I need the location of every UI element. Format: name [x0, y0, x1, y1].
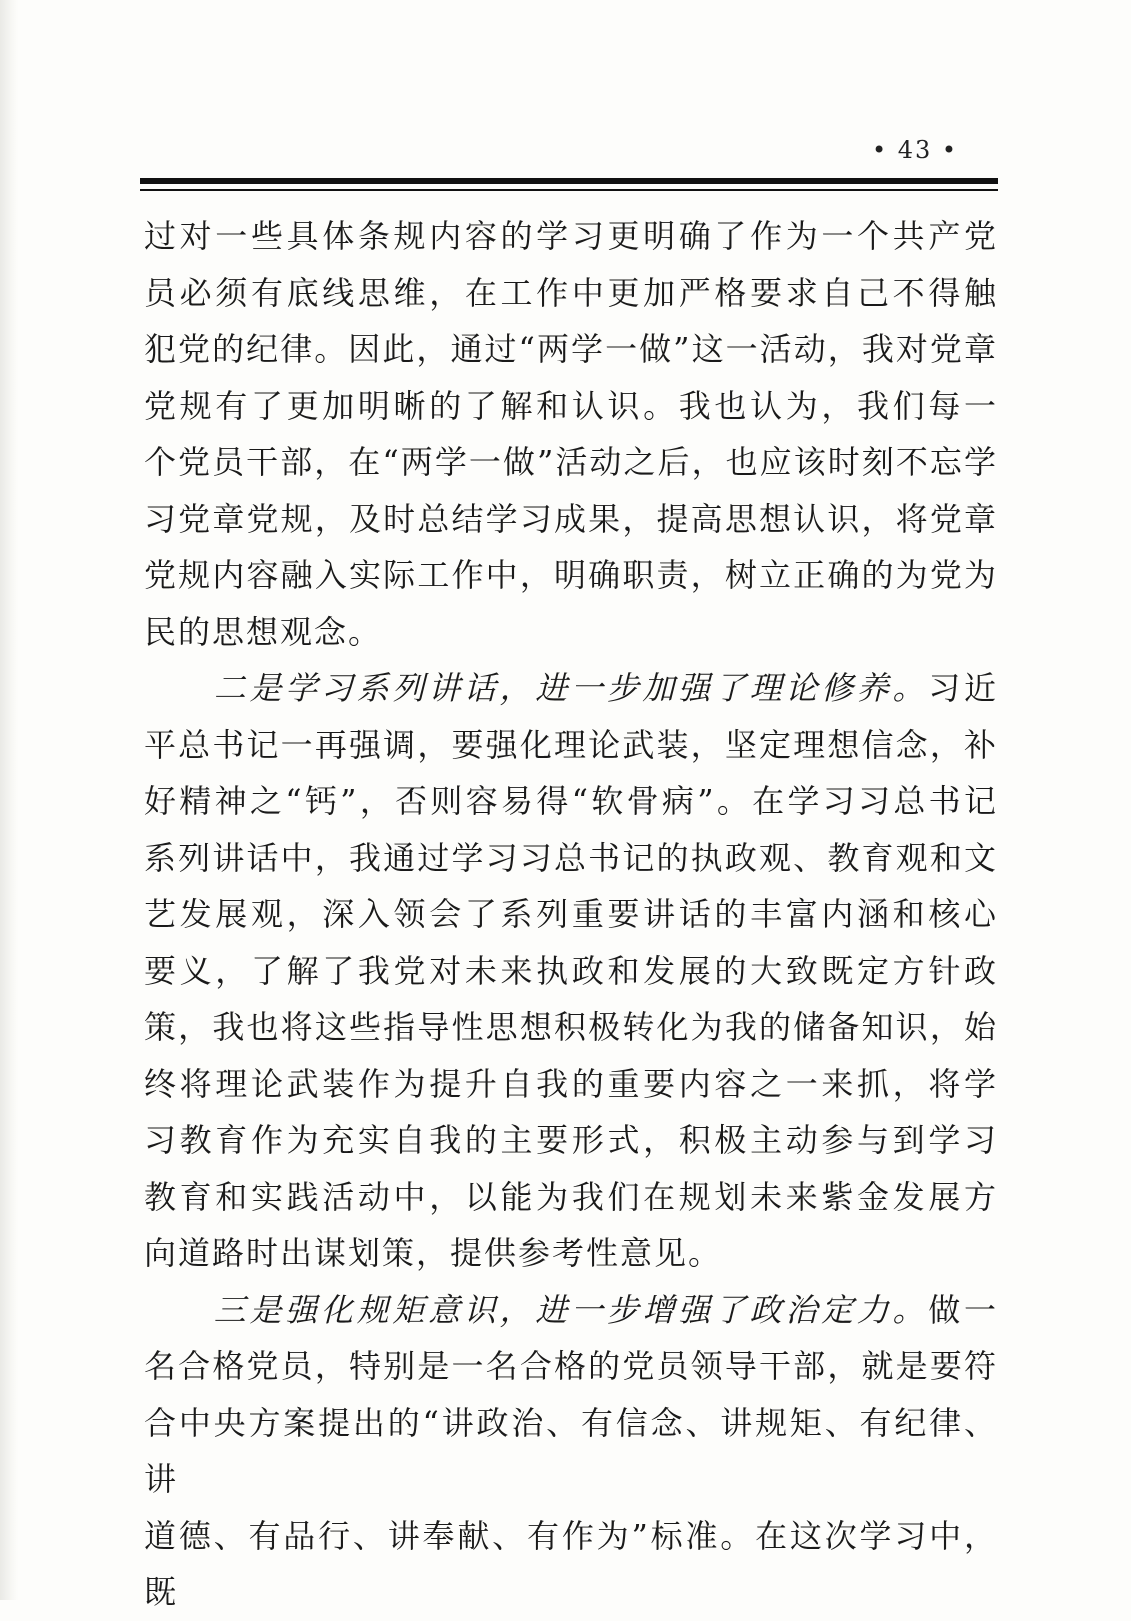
text-line: 策，我也将这些指导性思想积极转化为我的储备知识，始 [144, 1008, 998, 1046]
header-rule-thick [140, 178, 998, 184]
text-line: 艺发展观，深入领会了系列重要讲话的丰富内涵和核心 [144, 895, 998, 933]
text-line: 道德、有品行、讲奉献、有作为”标准。在这次学习中，既 [144, 1516, 998, 1611]
text-line: 党规有了更加明晰的了解和认识。我也认为，我们每一 [144, 386, 998, 425]
scan-edge-shadow [0, 0, 18, 1600]
text-line-first [144, 660, 998, 717]
page-number: • 43 • [871, 136, 959, 164]
text-line: 民的思想观念。 [144, 612, 383, 651]
text-line: 系列讲话中，我通过学习习总书记的执政观、教育观和文 [144, 838, 998, 877]
text-line-first [144, 1282, 998, 1339]
text-line: 平总书记一再强调，要强化理论武装，坚定理想信念，补 [144, 725, 998, 764]
text-line: 向道路时出谋划策，提供参考性意见。 [144, 1234, 723, 1272]
text-line: 过对一些具体条规内容的学习更明确了作为一个共产党 [144, 217, 998, 255]
text-line: 合中央方案提出的“讲政治、有信念、讲规矩、有纪律、讲 [144, 1403, 998, 1498]
text-run: 习近 [928, 669, 998, 707]
header-rule-thin [140, 189, 998, 191]
text-line: 名合格党员，特别是一名合格的党员领导干部，就是要符 [144, 1347, 998, 1385]
text-line: 党规内容融入实际工作中，明确职责，树立正确的为党为 [144, 556, 998, 594]
text-line: 要义，了解了我党对未来执政和发展的大致既定方针政 [144, 951, 998, 990]
text-line: 好精神之“钙”，否则容易得“软骨病”。在学习习总书记 [144, 782, 998, 820]
paragraph-lead-heading: 三是强化规矩意识，进一步增强了政治定力。 [212, 1290, 929, 1329]
text-line: 员必须有底线思维，在工作中更加严格要求自己不得触 [144, 273, 998, 312]
text-run: 做一 [928, 1290, 998, 1329]
text-line: 习党章党规，及时总结学习成果，提高思想认识，将党章 [144, 499, 998, 538]
paragraph-3 [144, 1282, 998, 1621]
text-line: 习教育作为充实自我的主要形式，积极主动参与到学习 [144, 1121, 998, 1159]
paragraph-1 [144, 208, 998, 660]
text-line: 个党员干部，在“两学一做”活动之后，也应该时刻不忘学 [144, 443, 998, 481]
text-line: 教育和实践活动中，以能为我们在规划未来紫金发展方 [144, 1177, 998, 1216]
text-line: 犯党的纪律。因此，通过“两学一做”这一活动，我对党章 [144, 330, 998, 368]
text-line: 终将理论武装作为提升自我的重要内容之一来抓，将学 [144, 1064, 998, 1103]
page-body [144, 208, 998, 1621]
paragraph-lead-heading: 二是学习系列讲话，进一步加强了理论修养。 [212, 669, 929, 707]
paragraph-2 [144, 660, 998, 1282]
